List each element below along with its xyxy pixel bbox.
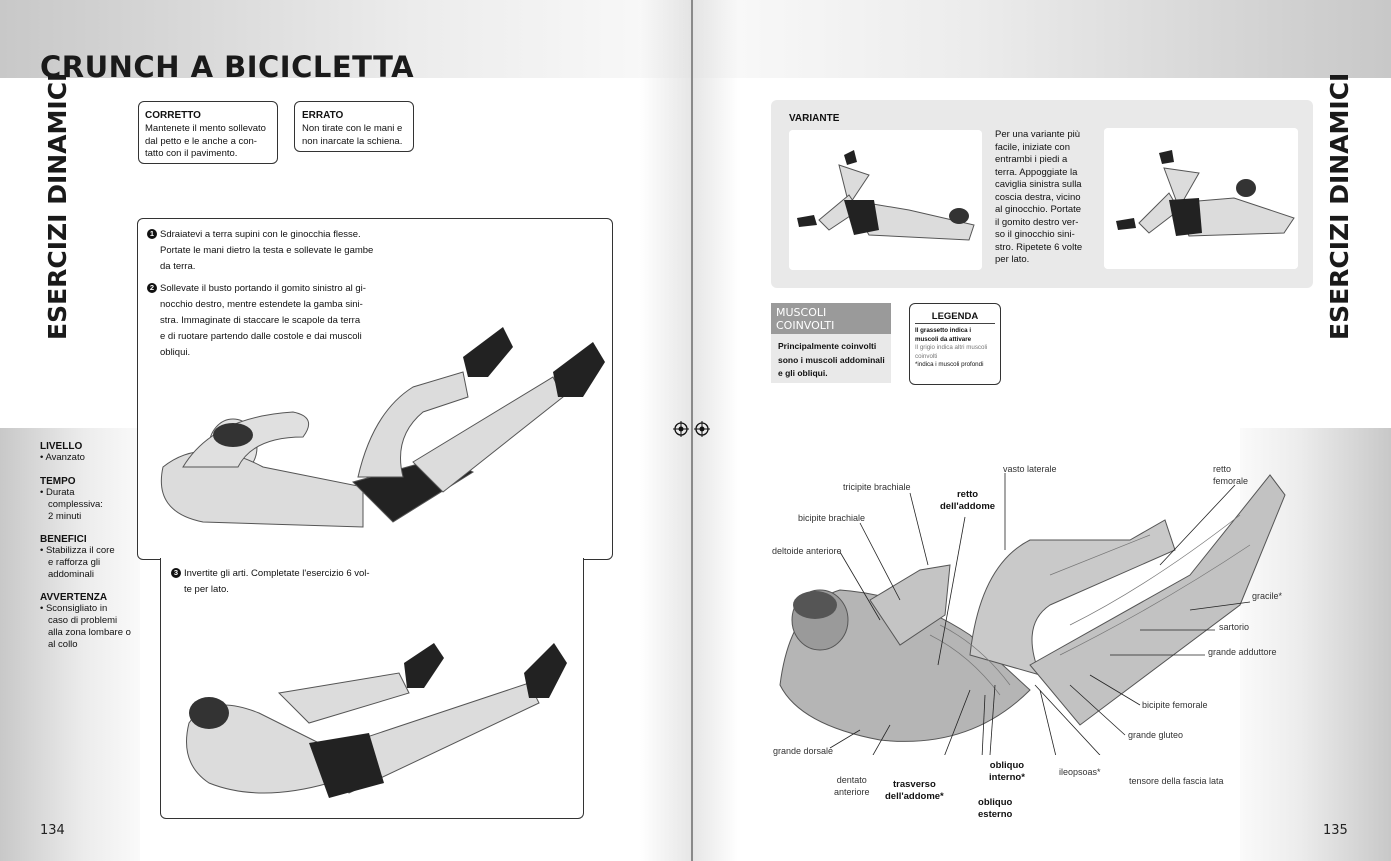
sidebar-heading: LIVELLO [40, 441, 83, 452]
label-bicipite-femorale: bicipite femorale [1142, 700, 1208, 710]
correct-heading: CORRETTO [145, 110, 201, 121]
muscles-heading-line: COINVOLTI [776, 319, 835, 332]
legend-divider [915, 323, 995, 324]
label-tensore: tensore della fascia lata [1129, 776, 1224, 786]
step-number: 3 [171, 568, 181, 578]
sidebar-section-level [40, 441, 140, 464]
variant-line: terra. Appoggiate la [995, 166, 1078, 178]
page-title: CRUNCH A BICICLETTA [40, 50, 415, 84]
registration-mark-icon [694, 421, 710, 437]
legend-box [909, 303, 1001, 385]
variant-heading: VARIANTE [789, 113, 840, 124]
sidebar-section-warning [40, 592, 140, 651]
variant-line: entrambi i piedi a [995, 154, 1068, 165]
label-bicipite-brachiale: bicipite brachiale [798, 513, 866, 523]
sidebar-text: alla zona lombare o [48, 627, 131, 638]
muscles-heading [771, 303, 891, 334]
sidebar-heading: TEMPO [40, 476, 76, 487]
sidebar-text: • Avanzato [40, 452, 85, 463]
variant-line: stro. Ripetete 6 volte [995, 241, 1083, 253]
sidebar-text: • Durata [40, 487, 75, 498]
sidebar-text: addominali [48, 569, 94, 580]
label-retto-femorale: retto femorale [1213, 464, 1249, 486]
step-3-line: 3 Invertite gli arti. Completate l'esercizio 6 vol- [171, 566, 411, 582]
exercise-photo-step2 [143, 317, 608, 552]
variant-line: Per una variante più [995, 129, 1081, 140]
muscles-heading-line: MUSCOLI [776, 306, 827, 319]
side-title-right: ESERCIZI DINAMICI [1325, 72, 1354, 340]
variant-panel [771, 100, 1313, 288]
muscles-box [771, 303, 891, 383]
label-sartorio: sartorio [1219, 622, 1250, 632]
step-3 [171, 566, 411, 598]
label-obliquo-esterno: obliquo esterno [978, 797, 1013, 820]
step-1-line: da terra. [160, 261, 196, 272]
legend-note: *indica i muscoli profondi [915, 361, 984, 368]
label-trasverso: trasverso dell'addome* [885, 779, 944, 802]
label-dentato: dentato anteriore [834, 775, 870, 797]
step-1 [147, 227, 387, 275]
step-2-line: stra. Immaginate di staccare le scapole da terra [160, 315, 361, 326]
legend-bold-line: muscoli da attivare [915, 335, 972, 343]
variant-line: so il ginocchio sini- [995, 229, 1075, 240]
wrong-line: non inarcate la schiena. [302, 135, 403, 147]
correct-line: Mantenete il mento sollevato [145, 123, 266, 134]
sidebar-text: • Stabilizza il core [40, 545, 115, 556]
step-1-line: 1 Sdraiatevi a terra supini con le ginocchia flesse. [147, 227, 387, 243]
registration-mark-icon [673, 421, 689, 437]
legend-heading: LEGENDA [931, 311, 979, 322]
sidebar-text: • Sconsigliato in [40, 603, 108, 614]
label-retto-addome: retto dell'addome [940, 489, 996, 512]
step-number: 1 [147, 229, 157, 239]
label-gracile: gracile* [1252, 591, 1283, 601]
page-gutter [691, 0, 693, 861]
wrong-box [294, 101, 414, 152]
sidebar-section-time [40, 476, 140, 523]
label-grande-adduttore: grande adduttore [1208, 647, 1277, 657]
correct-box [138, 101, 278, 164]
label-ileopsoas: ileopsoas* [1059, 767, 1101, 777]
steps-box-secondary [160, 558, 584, 819]
sidebar-text: al collo [48, 639, 78, 650]
header-band-right [693, 0, 1391, 78]
label-tricipite: tricipite brachiale [843, 482, 911, 492]
muscles-line: Principalmente coinvolti [778, 341, 877, 351]
variant-line: il gomito destro ver- [995, 216, 1079, 228]
correct-line: dal petto e le anche a con- [145, 135, 257, 147]
variant-line: coscia destra, vicino [995, 191, 1081, 203]
step-2-line: 2 Sollevate il busto portando il gomito sinistro al gi- [147, 281, 387, 297]
variant-line: per lato. [995, 254, 1030, 265]
label-deltoide: deltoide anteriore [772, 546, 842, 556]
muscles-line: sono i muscoli addominali [778, 354, 885, 365]
page-number-right: 135 [1323, 823, 1348, 838]
wrong-text [302, 123, 412, 148]
sidebar-text: caso di problemi [48, 615, 118, 626]
legend-gray-line: Il grigio indica altri muscoli [915, 344, 988, 351]
side-title-left: ESERCIZI DINAMICI [43, 72, 72, 340]
label-grande-gluteo: grande gluteo [1128, 730, 1184, 740]
wrong-line: Non tirate con le mani e [302, 123, 403, 134]
muscles-text [778, 340, 885, 381]
left-sidebar [40, 441, 140, 651]
step-2-line: obliqui. [160, 347, 191, 358]
variant-line: caviglia sinistra sulla [995, 179, 1082, 190]
step-1-line: Portate le mani dietro la testa e sollevate le gambe [160, 245, 374, 256]
correct-line: tatto con il pavimento. [145, 148, 238, 159]
label-obliquo-interno: obliquo interno* [989, 760, 1025, 783]
sidebar-heading: BENEFICI [40, 534, 87, 545]
sidebar-heading: AVVERTENZA [40, 592, 108, 603]
wrong-heading: ERRATO [302, 110, 344, 121]
label-grande-dorsale: grande dorsale [773, 746, 834, 756]
legend-text [915, 327, 987, 370]
page-number-left: 134 [40, 823, 65, 838]
variant-photo-2 [1104, 128, 1298, 269]
variant-line: facile, iniziate con [995, 141, 1070, 153]
step-2-line: nocchio destro, mentre estendete la gamba sini- [160, 299, 363, 310]
muscles-line: e gli obliqui. [778, 368, 828, 378]
step-number: 2 [147, 283, 157, 293]
sidebar-text: 2 minuti [48, 511, 82, 522]
legend-bold-line: Il grassetto indica i [915, 327, 972, 334]
correct-text [145, 123, 275, 161]
sidebar-section-benefits [40, 534, 140, 581]
steps-box-main [137, 218, 613, 560]
sidebar-text: e rafforza gli [48, 557, 101, 568]
sidebar-text: complessiva: [48, 499, 103, 510]
label-vasto-laterale: vasto laterale [1003, 464, 1057, 474]
step-3-line: te per lato. [184, 584, 229, 595]
step-2-line: e di ruotare partendo dalle costole e dai muscoli [160, 331, 362, 342]
exercise-photo-step3 [169, 633, 574, 808]
variant-text [995, 129, 1087, 267]
variant-photo-1 [789, 130, 982, 270]
variant-line: al ginocchio. Portate [995, 204, 1082, 215]
legend-gray-line: coinvolti [915, 352, 938, 360]
anatomy-illustration [770, 455, 1290, 755]
